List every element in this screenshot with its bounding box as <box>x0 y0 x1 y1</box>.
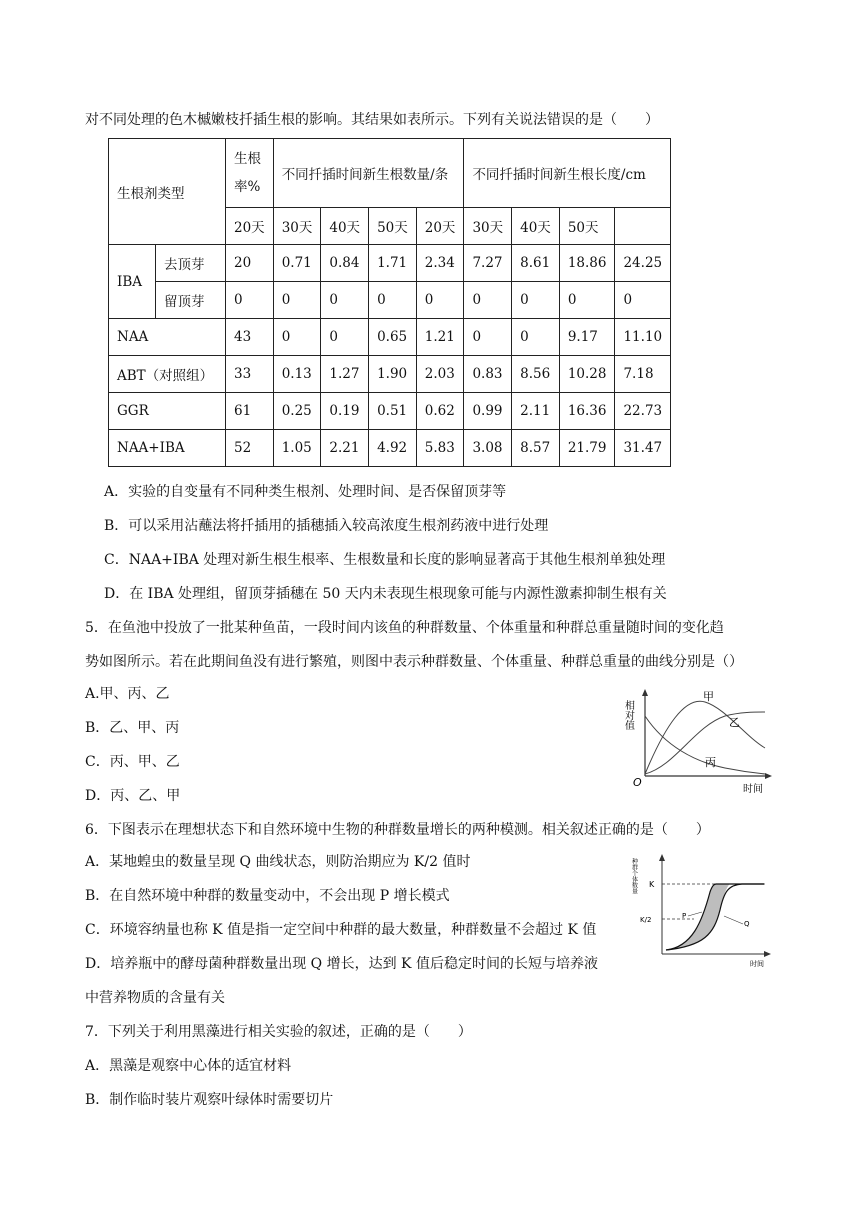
p-leader <box>688 912 702 916</box>
table-cell: 2.34 <box>416 245 464 282</box>
table-cell: 3.08 <box>464 430 512 467</box>
q7-option-a: A．黑藻是观察中心体的适宜材料 <box>85 1058 292 1074</box>
table-cell: 0.51 <box>369 393 417 430</box>
table-cell: 0.13 <box>273 356 321 393</box>
q5-stem-line-1: 5．在鱼池中投放了一批某种鱼苗，一段时间内该鱼的种群数量、个体重量和种群总重量随时间的变化趋 <box>85 620 724 636</box>
q7-stem: 7．下列关于利用黑藻进行相关实验的叙述，正确的是（ ） <box>85 1024 472 1040</box>
subheader-day: 20天 <box>226 208 274 245</box>
table-cell: 8.57 <box>512 430 560 467</box>
table-cell: 0 <box>559 282 615 319</box>
q5-option-d: D．丙、乙、甲 <box>85 788 181 804</box>
table-cell: 0 <box>369 282 417 319</box>
q4-option-a: A．实验的自变量有不同种类生根剂、处理时间、是否保留顶芽等 <box>104 484 507 500</box>
subheader-day: 30天 <box>464 208 512 245</box>
row-label: 留顶芽 <box>156 282 226 319</box>
table-cell: 8.56 <box>512 356 560 393</box>
table-cell: 0 <box>464 319 512 356</box>
table-cell: 7.27 <box>464 245 512 282</box>
table-cell: 24.25 <box>615 245 671 282</box>
q-label: Q <box>744 920 750 928</box>
table-cell: 0.83 <box>464 356 512 393</box>
subheader-day: 40天 <box>321 208 369 245</box>
q6-stem: 6．下图表示在理想状态下和自然环境中生物的种群数量增长的两种模测。相关叙述正确的是（ ） <box>85 822 710 838</box>
table-cell: 18.86 <box>559 245 615 282</box>
table-cell: 0.65 <box>369 319 417 356</box>
y-axis-arrow <box>659 854 665 861</box>
table-cell: 21.79 <box>559 430 615 467</box>
table-cell: 0.71 <box>273 245 321 282</box>
table-cell: 1.27 <box>321 356 369 393</box>
subheader-day: 50天 <box>369 208 417 245</box>
table-row <box>109 319 671 356</box>
y-axis-label: 种群个体数量 <box>630 858 638 894</box>
p-label: P <box>682 912 687 920</box>
table-cell: 1.05 <box>273 430 321 467</box>
header-rooting-agent-type: 生根剂类型 <box>109 139 226 245</box>
table-cell: 0 <box>273 282 321 319</box>
row-group-iba: IBA <box>109 245 156 319</box>
table-cell: 0 <box>273 319 321 356</box>
k-half-label: K/2 <box>640 916 652 924</box>
table-cell: 8.61 <box>512 245 560 282</box>
header-root-length: 不同扦插时间新生根长度/cm <box>464 139 671 208</box>
q5-option-c: C．丙、甲、乙 <box>85 754 180 770</box>
q-leader <box>724 916 743 924</box>
table-cell: 9.17 <box>559 319 615 356</box>
table-cell: 2.03 <box>416 356 464 393</box>
table-cell: 0 <box>512 282 560 319</box>
table-cell: 0 <box>226 282 274 319</box>
table-cell: 0 <box>321 282 369 319</box>
subheader-day: 30天 <box>273 208 321 245</box>
q6-option-d: D．培养瓶中的酵母菌种群数量出现 Q 增长，达到 K 值后稳定时间的长短与培养液 <box>85 956 598 972</box>
table-cell: 0 <box>464 282 512 319</box>
q6-option-d-continued: 中营养物质的含量有关 <box>85 990 225 1006</box>
table-cell: 1.90 <box>369 356 417 393</box>
table-cell: 4.92 <box>369 430 417 467</box>
row-label: NAA+IBA <box>109 430 226 467</box>
q4-stem-tail: 对不同处理的色木槭嫩枝扦插生根的影响。其结果如表所示。下列有关说法错误的是（ ） <box>85 112 659 128</box>
table-row <box>109 393 671 430</box>
table-cell: 0.62 <box>416 393 464 430</box>
table-cell: 7.18 <box>615 356 671 393</box>
table-cell: 0 <box>512 319 560 356</box>
table-cell: 0 <box>416 282 464 319</box>
origin-label: O <box>633 776 642 789</box>
table-cell: 10.28 <box>559 356 615 393</box>
subheader-empty <box>615 208 671 245</box>
table-cell: 1.71 <box>369 245 417 282</box>
gap-area <box>666 884 730 950</box>
subheader-day: 20天 <box>416 208 464 245</box>
table-cell: 61 <box>226 393 274 430</box>
rooting-data-table <box>108 138 671 467</box>
table-cell: 22.73 <box>615 393 671 430</box>
table-cell: 52 <box>226 430 274 467</box>
curve-yi-label: 乙 <box>729 716 740 729</box>
q6-option-a: A．某地蝗虫的数量呈现 Q 曲线状态，则防治期应为 K/2 值时 <box>85 854 471 870</box>
table-cell: 20 <box>226 245 274 282</box>
table-row <box>109 282 671 319</box>
table-cell: 0 <box>321 319 369 356</box>
table-cell: 0.19 <box>321 393 369 430</box>
table-cell: 0.84 <box>321 245 369 282</box>
y-axis-label: 相对值 <box>622 700 634 730</box>
table-cell: 16.36 <box>559 393 615 430</box>
q4-option-d: D．在 IBA 处理组，留顶芽插穗在 50 天内未表现生根现象可能与内源性激素抑制生根有关 <box>104 586 667 602</box>
curve-jia-label: 甲 <box>703 690 714 703</box>
q5-option-b: B．乙、甲、丙 <box>85 720 180 736</box>
table-cell: 2.21 <box>321 430 369 467</box>
q5-option-a: A.甲、丙、乙 <box>85 686 170 702</box>
table-row <box>109 356 671 393</box>
table-row <box>109 430 671 467</box>
header-root-count: 不同扦插时间新生根数量/条 <box>273 139 464 208</box>
row-label: 去顶芽 <box>156 245 226 282</box>
row-label: ABT（对照组） <box>109 356 226 393</box>
q7-option-b: B．制作临时装片观察叶绿体时需要切片 <box>85 1092 334 1108</box>
x-axis-label: 时间 <box>743 784 763 795</box>
table-cell: 0.99 <box>464 393 512 430</box>
table-cell: 2.11 <box>512 393 560 430</box>
x-axis-arrow <box>765 773 772 779</box>
curve-bing-label: 丙 <box>705 756 716 769</box>
subheader-day: 40天 <box>512 208 560 245</box>
header-rooting-rate: 生根 率% <box>226 139 274 208</box>
row-label: NAA <box>109 319 226 356</box>
q6-option-b: B．在自然环境中种群的数量变动中，不会出现 P 增长模式 <box>85 888 450 904</box>
table-cell: 31.47 <box>615 430 671 467</box>
q6-growth-figure <box>632 852 774 970</box>
q5-stem-line-2: 势如图所示。若在此期间鱼没有进行繁殖，则图中表示种群数量、个体重量、种群总重量的曲线分别是（） <box>85 654 743 670</box>
table-cell: 33 <box>226 356 274 393</box>
table-row <box>109 245 671 282</box>
x-axis-arrow <box>764 951 771 957</box>
table-cell: 5.83 <box>416 430 464 467</box>
y-axis-arrow <box>642 689 648 696</box>
subheader-day: 50天 <box>559 208 615 245</box>
q4-option-c: C．NAA+IBA 处理对新生根生根率、生根数量和长度的影响显著高于其他生根剂单独处理 <box>104 552 666 568</box>
table-cell: 0.25 <box>273 393 321 430</box>
table-cell: 1.21 <box>416 319 464 356</box>
table-cell: 0 <box>615 282 671 319</box>
table-cell: 11.10 <box>615 319 671 356</box>
q5-growth-figure <box>622 686 775 798</box>
k-label: K <box>649 880 655 889</box>
q4-option-b: B．可以采用沾蘸法将扦插用的插穗插入较高浓度生根剂药液中进行处理 <box>104 518 549 534</box>
q6-option-c: C．环境容纳量也称 K 值是指一定空间中种群的最大数量，种群数量不会超过 K 值 <box>85 922 597 938</box>
row-label: GGR <box>109 393 226 430</box>
x-axis-label: 时间 <box>750 960 764 968</box>
table-cell: 43 <box>226 319 274 356</box>
